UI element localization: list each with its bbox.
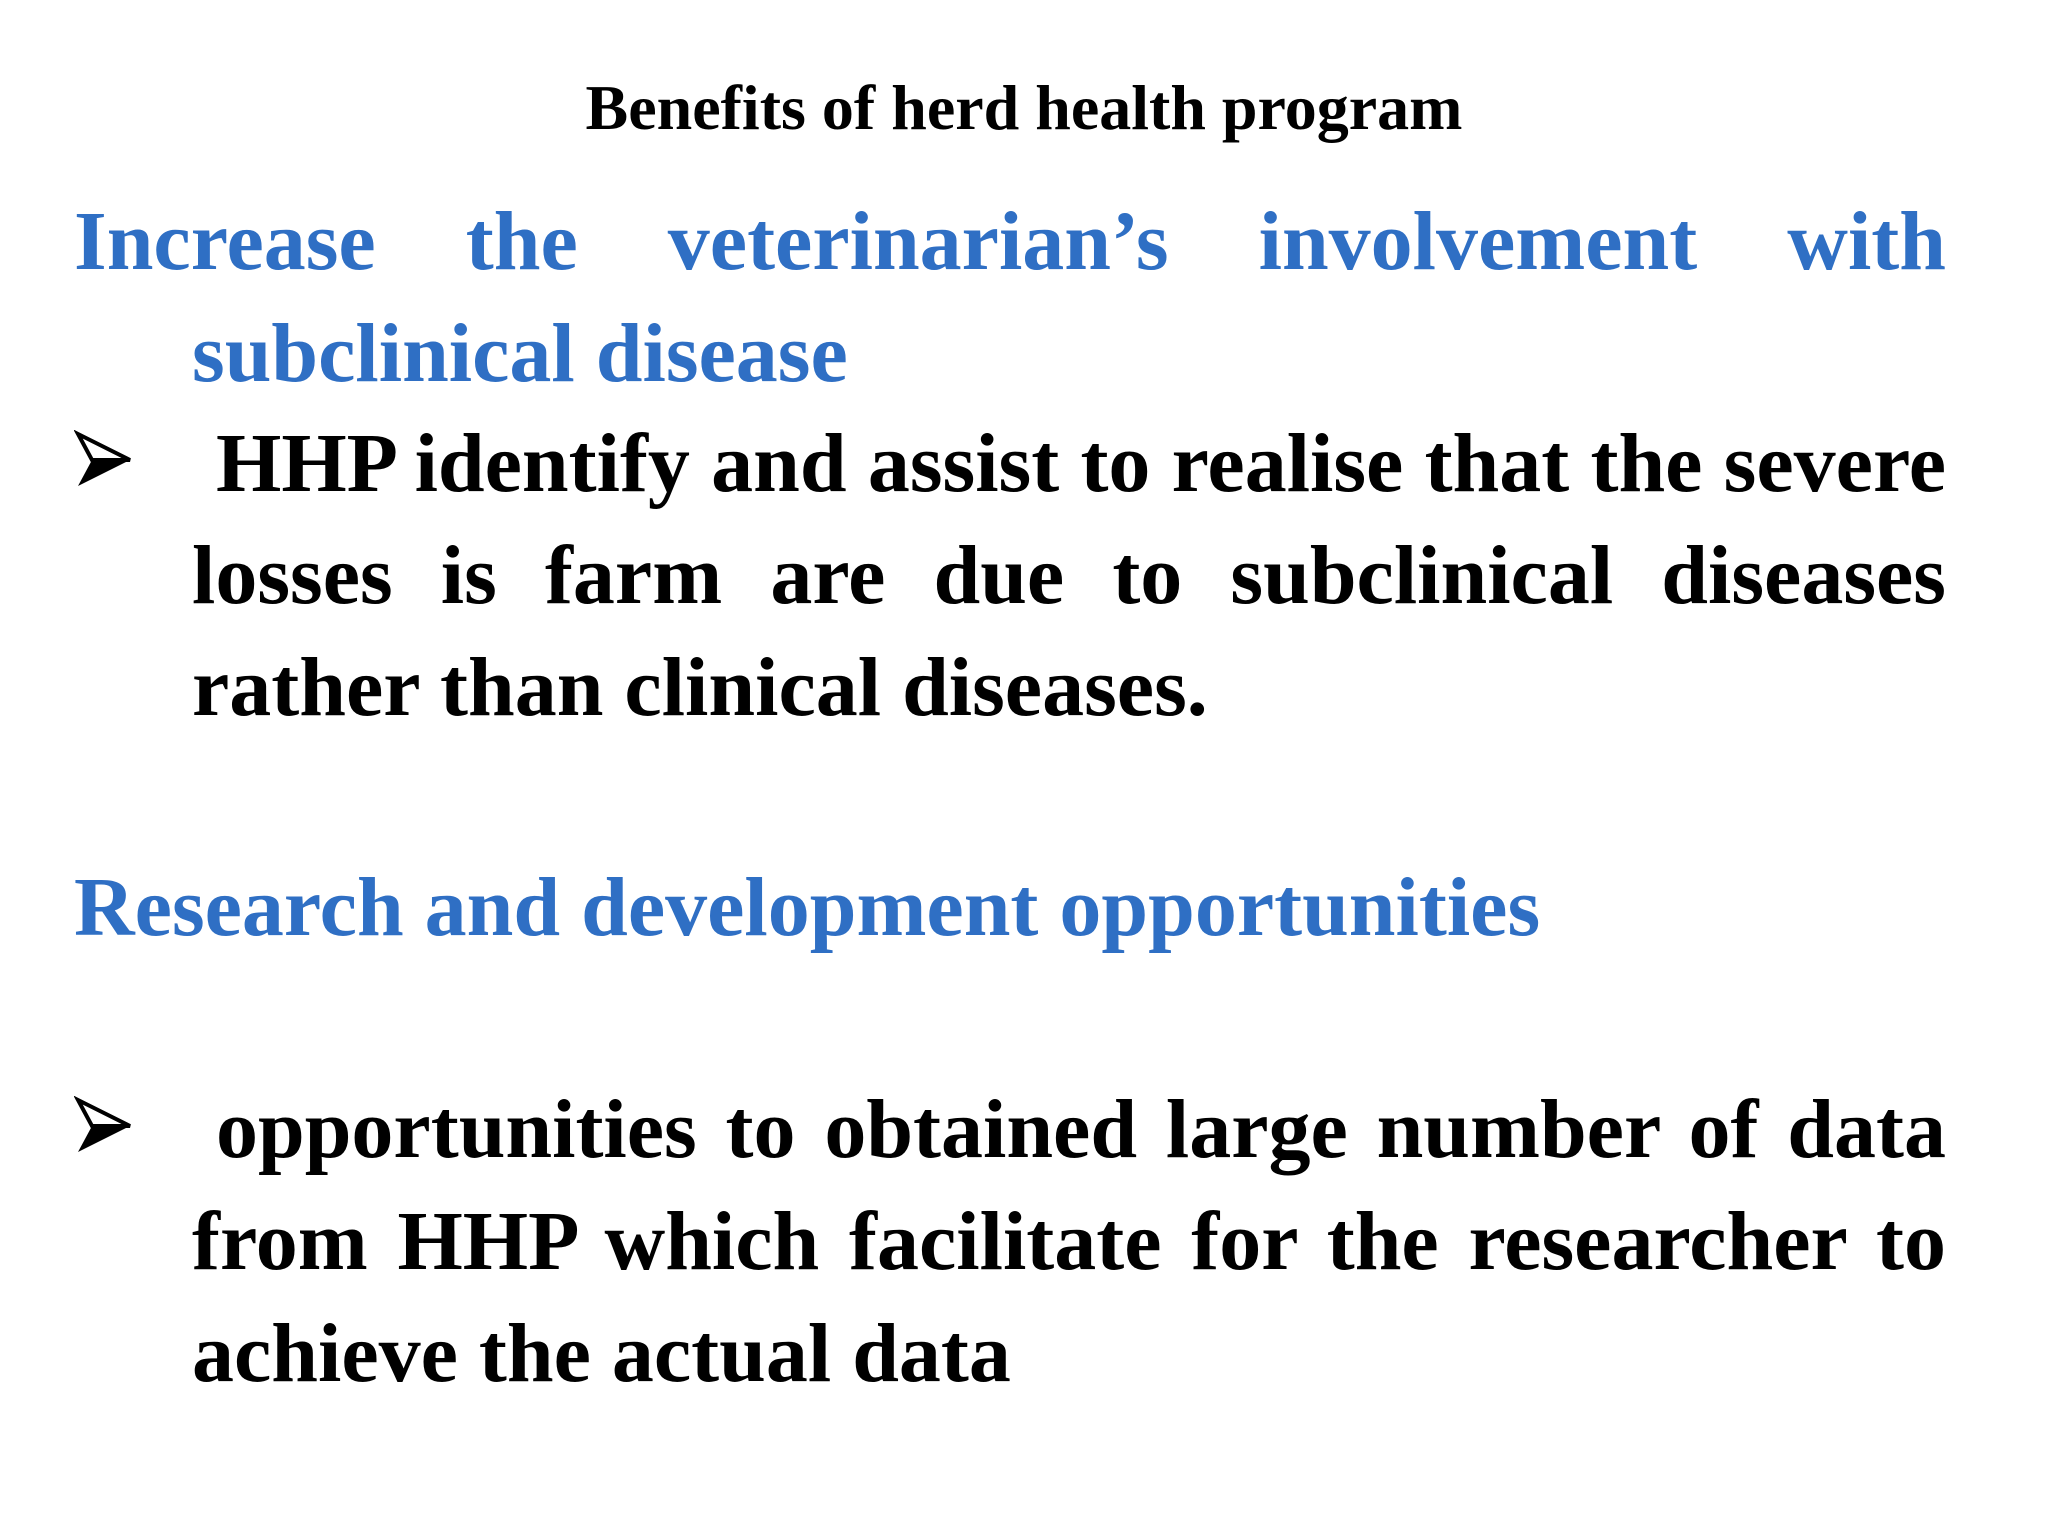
bullet-text: opportunities to obtained large number of data from HHP which facilitate for the researcher to achieve the actual data xyxy=(192,1083,1946,1400)
bullet-text: HHP identify and assist to realise that the severe losses is farm are due to subclinical diseases rather than clinical diseases. xyxy=(192,417,1946,734)
bullet-item-research-data xyxy=(74,1074,1946,1410)
section-heading-research: Research and development opportunities xyxy=(74,861,1541,954)
section-heading-involvement: Increase the veterinarian’s involvement with subclinical disease xyxy=(74,195,1946,400)
arrowhead-bullet-icon xyxy=(74,430,134,490)
bullet-item-subclinical-losses xyxy=(74,408,1946,744)
slide-title: Benefits of herd health program xyxy=(585,72,1463,143)
arrowhead-bullet-icon xyxy=(74,1096,134,1156)
